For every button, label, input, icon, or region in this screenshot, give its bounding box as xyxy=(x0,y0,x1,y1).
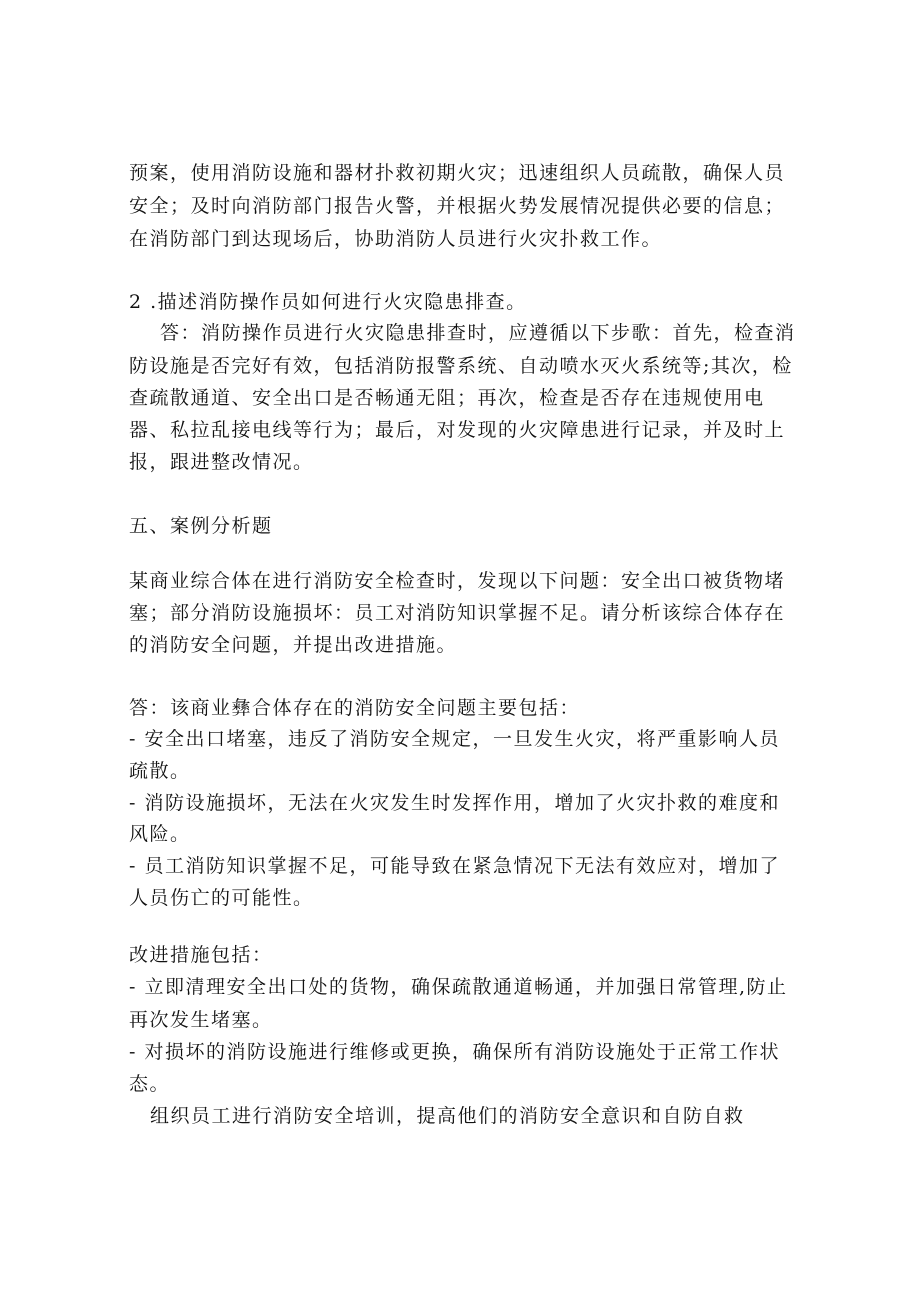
section-5-heading: 五、案例分析题 xyxy=(129,515,273,537)
question-2-title: 2 .描述消防操作员如何进行火灾隐患排查。 xyxy=(129,291,527,313)
measure-line-4: 态。 xyxy=(129,1073,171,1095)
question-2-answer-line-5: 报，跟进整改情况。 xyxy=(129,451,314,473)
question-2-answer-line-1: 答：消防操作员进行火灾隐患排查时，应遵循以下步歌：首先，检查消 xyxy=(160,322,796,344)
intro-line-3: 在消防部门到达现场后，协助消防人员进行火灾扑救工作。 xyxy=(129,228,663,250)
question-2-answer-line-2: 防设施是否完好有效，包括消防报警系统、自动喷水灭火系统等;其次，检 xyxy=(129,355,793,377)
measure-line-2: 再次发生堵塞。 xyxy=(129,1009,273,1031)
question-2-answer-line-4: 器、私拉乱接电线等行为；最后，对发现的火灾障患进行记录，并及时上 xyxy=(129,419,786,441)
case-line-1: 某商业综合体在进行消防安全检查时，发现以下问题：安全出口被货物堵 xyxy=(129,570,786,592)
case-line-3: 的消防安全问题，并提出改进措施。 xyxy=(129,634,458,656)
problem-line-5: - 员工消防知识掌握不足，可能导致在紧急情况下无法有效应对，增加了 xyxy=(129,855,780,877)
intro-line-1: 预案，使用消防设施和器材扑救初期火灾；迅速组织人员疏散，确保人员 xyxy=(129,162,786,184)
case-line-2: 塞；部分消防设施损坏：员工对消防知识掌握不足。请分析该综合体存在 xyxy=(129,602,786,624)
problem-line-6: 人员伤亡的可能性。 xyxy=(129,887,314,909)
measure-line-5: 组织员工进行消防安全培训，提高他们的消防安全意识和自防自救 xyxy=(150,1105,745,1127)
answer-intro: 答：该商业彝合体存在的消防安全问题主要包括： xyxy=(129,697,581,719)
measures-heading: 改进措施包括： xyxy=(129,944,273,966)
question-2-answer-line-3: 查疏散通道、安全出口是否畅通无阻；再次，检查是否存在违规使用电 xyxy=(129,387,765,409)
problem-line-2: 疏散。 xyxy=(129,760,191,782)
problem-line-3: - 消防设施损坏，无法在火灾发生时发挥作用，增加了火灾扑救的难度和 xyxy=(129,792,780,814)
measure-line-3: - 对损坏的消防设施进行维修或更换，确保所有消防设施处于正常工作状 xyxy=(129,1041,780,1063)
intro-line-2: 安全；及时向消防部门报告火警，并根据火势发展情况提供必要的信息； xyxy=(129,195,786,217)
problem-line-1: - 安全出口堵塞，违反了消防安全规定，一旦发生火灾，将严重影响人员 xyxy=(129,728,780,750)
measure-line-1: - 立即清理安全出口处的货物，确保疏散通道畅通，并加强日常管理,防止 xyxy=(129,976,788,998)
problem-line-4: 风险。 xyxy=(129,823,191,845)
